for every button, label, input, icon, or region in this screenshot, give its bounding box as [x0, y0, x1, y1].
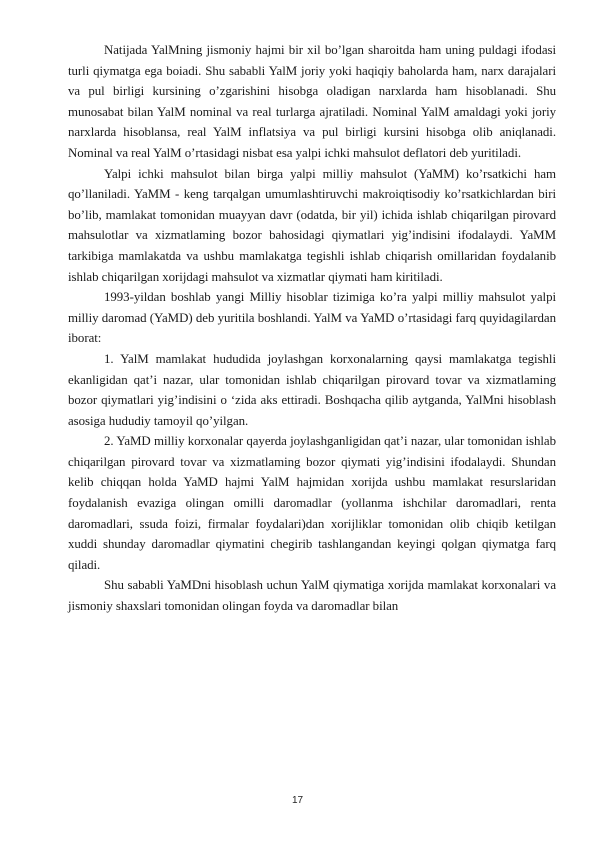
paragraph-difference-2: 2. YaMD milliy korxonalar qayerda joylashganligidan qat’i nazar, ular tomonidan ishlab chiqarilgan pirovard tovar va xizmatlaming bozor qiymati yig’indisini ifodalaydi. Shundan kelib chiqqan holda YaMD hajmi YalM hajmidan xorijda ushbu mamlakat resurslaridan foydalanish evaziga olingan omilli daromadlar (yollanma ishchilar daromadlari, renta daromadlari, ssuda foizi, firmalar foydalari)dan xorijliklar tomonidan olib chiqib ketilgan xuddi shunday daromadlar qiymatini chegirib tashlangandan keyingi qolgan qiymatga farq qiladi.: [68, 434, 556, 572]
paragraph-gnp-definition: Yalpi ichki mahsulot bilan birga yalpi milliy mahsulot (YaMM) ko’rsatkichi ham qo’llaniladi. YaMM - keng tarqalgan umumlashtiruvchi makroiqtisodiy ko’rsatkichlardan biri bo’lib, mamlakat tomonidan muayyan davr (odatda, bir yil) ichida ishlab chiqarilgan pirovard mahsulotlar va xizmatlaming bozor bahosidagi qiymatlari yig’indisini ifodalaydi. YaMM tarkibiga mamlakatda va ushbu mamlakatga tegishli ishlab chiqarish omillaridan foydalanib ishlab chiqarilgan xorijdagi mahsulot va xizmatlar qiymati ham kiritiladi.: [68, 166, 556, 284]
paragraph-difference-1: 1. YalM mamlakat hududida joylashgan korxonalarning qaysi mamlakatga tegishli ekanligidan qat’i nazar, ular tomonidan ishlab chiqarilgan pirovard tovar va xizmatlaming bozor qiymatlari yig’indisini o ‘zida aks ettiradi. Boshqacha qilib aytganda, YalMni hisoblash asosiga hududiy tamoyil qo’yilgan.: [68, 351, 556, 428]
paragraph-gni-calculation: Shu sababli YaMDni hisoblash uchun YalM qiymatiga xorijda mamlakat korxonalari va jismoniy shaxslari tomonidan olingan foyda va daromadlar bilan: [68, 578, 556, 614]
paragraph-nominal-real-gdp: Natijada YalMning jismoniy hajmi bir xil bo’lgan sharoitda ham uning puldagi ifodasi turli qiymatga ega boiadi. Shu sababli YalM joriy yoki haqiqiy baholarda ham, narx darajalari va pul birligi kursining o’zgarishini hisobga oladigan narxlarda ham hisoblanadi. Shu munosabat bilan YalM nominal va real turlarga ajratiladi. Nominal YalM amaldagi yoki joriy narxlarda hisoblansa, real YalM inflatsiya va pul birligi kursini hisobga olib aniqlanadi. Nominal va real YalM o’rtasidagi nisbat esa yalpi ichki mahsulot deflatori deb yuritiladi.: [68, 43, 556, 160]
document-body: [68, 40, 556, 617]
paragraph-gni-introduction: 1993-yildan boshlab yangi Milliy hisoblar tizimiga ko’ra yalpi milliy mahsulot yalpi milliy daromad (YaMD) deb yuritila boshlandi. YalM va YaMD o’rtasidagi farq quyidagilardan iborat:: [68, 290, 556, 346]
page-number: 17: [291, 795, 304, 806]
